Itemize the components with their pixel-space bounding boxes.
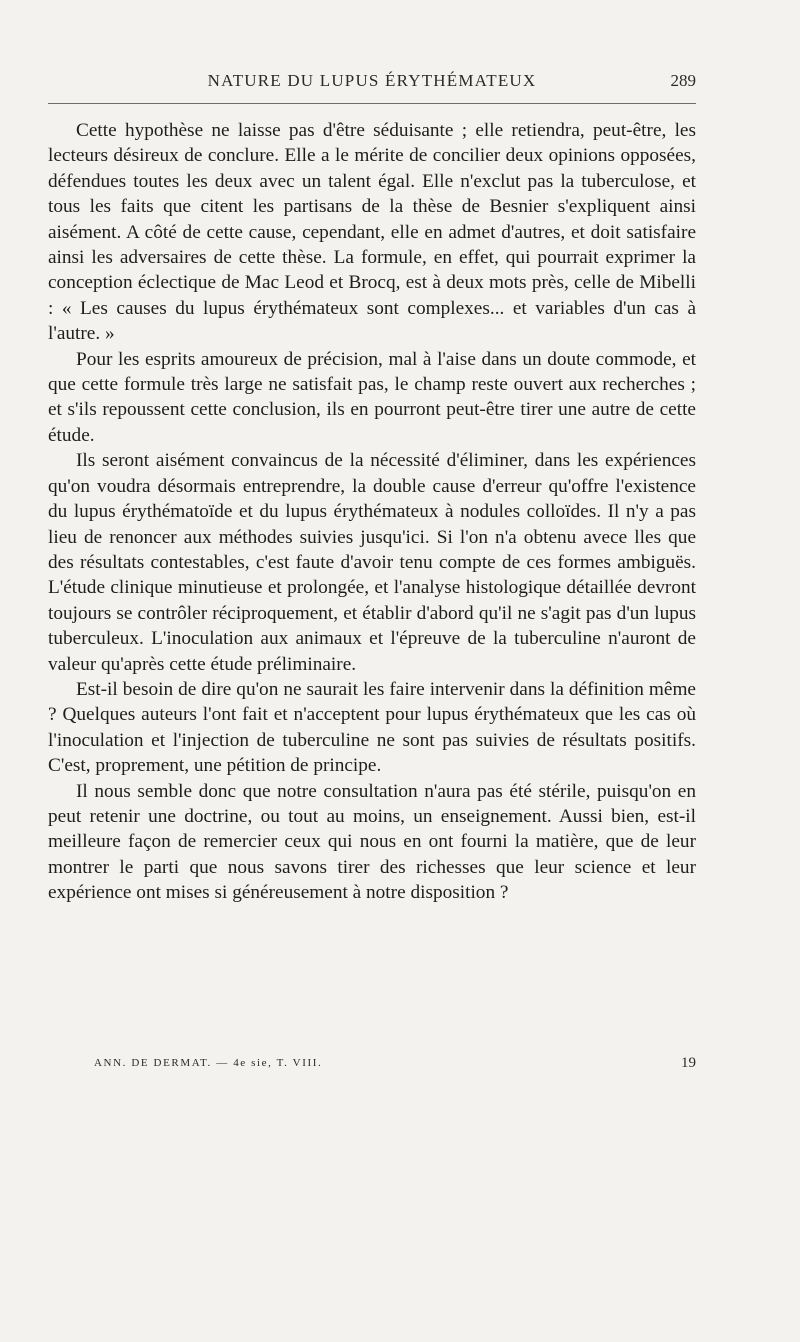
running-title: NATURE DU LUPUS ÉRYTHÉMATEUX bbox=[207, 71, 537, 90]
signature-mark: ANN. DE DERMAT. — 4e sie, T. VIII. bbox=[94, 1057, 323, 1069]
paragraph: Est-il besoin de dire qu'on ne saurait les faire intervenir dans la définition même ? Quelques auteurs l'ont fait et n'acceptent pour lupus érythémateux que les cas où l'inoculation et l'injection de tuberculine ne sont pas suivies de résultats positifs. C'est, proprement, une pétition de principe. bbox=[48, 678, 696, 777]
body-text bbox=[48, 118, 696, 906]
header-rule bbox=[48, 103, 696, 104]
paragraph: Ils seront aisément convaincus de la nécessité d'éliminer, dans les expériences qu'on voudra désormais entreprendre, la double cause d'erreur qu'offre l'existence du lupus érythématoïde et du lupus érythémateux à nodules colloïdes. Il n'y a pas lieu de renoncer aux méthodes suivies jusqu'ici. Si l'on n'a obtenu avece lles que des résultats contestables, c'est faute d'avoir tenu compte de ces formes ambiguës. L'étude clinique minutieuse et prolongée, et l'analyse histologique détaillée devront toujours se contrôler réciproquement, et établir d'abord qu'il ne s'agit pas d'un lupus tuberculeux. L'inoculation aux animaux et l'épreuve de la tuberculine n'auront de valeur qu'après cette étude préliminaire. bbox=[48, 450, 696, 675]
sheet-number: 19 bbox=[681, 1055, 696, 1071]
paragraph: Il nous semble donc que notre consultation n'aura pas été stérile, puisqu'on en peut retenir une doctrine, ou tout au moins, un enseignement. Aussi bien, est-il meilleure façon de remercier ceux qui nous en ont fourni la matière, que de leur montrer le parti que nous savons tirer des richesses que leur science et leur expérience ont mises si généreusement à notre disposition ? bbox=[48, 780, 696, 904]
paragraph: Cette hypothèse ne laisse pas d'être séduisante ; elle retiendra, peut-être, les lecteurs désireux de conclure. Elle a le mérite de concilier deux opinions opposées, défendues toutes les deux avec un talent égal. Elle n'exclut pas la tuberculose, et tous les faits que citent les partisans de la thèse de Besnier s'expliquent ainsi aisément. A côté de cette cause, cependant, elle en admet d'autres, et doit satisfaire ainsi les adversaires de cette thèse. La formule, en effet, qui pourrait exprimer la conception éclectique de Mac Leod et Brocq, est à deux mots près, celle de Mibelli : « Les causes du lupus érythémateux sont complexes... et variables d'un cas à l'autre. » bbox=[48, 120, 696, 345]
paragraph: Pour les esprits amoureux de précision, mal à l'aise dans un doute commode, et que cette formule très large ne satisfait pas, le champ reste ouvert aux recherches ; et s'ils repoussent cette conclusion, ils en pourront peut-être tirer une autre de cette étude. bbox=[48, 348, 696, 446]
running-head bbox=[48, 68, 696, 94]
page-number: 289 bbox=[670, 71, 696, 90]
page-footer bbox=[48, 1051, 696, 1075]
